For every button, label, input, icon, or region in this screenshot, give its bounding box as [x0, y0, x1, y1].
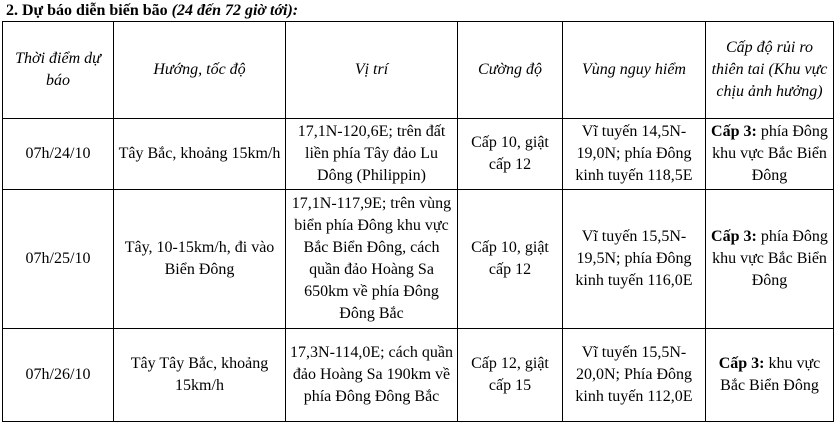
cell-direction: Tây Tây Bắc, khoảng 15km/h [114, 329, 286, 422]
risk-area-text: phía Đông khu vực Bắc Biển Đông [712, 228, 828, 289]
risk-area-text: phía Đông khu vực Bắc Biển Đông [712, 123, 828, 184]
cell-time: 07h/24/10 [3, 119, 114, 190]
header-time: Thời điểm dự báo [3, 22, 114, 119]
header-direction: Hướng, tốc độ [114, 22, 286, 119]
cell-time: 07h/25/10 [3, 190, 114, 329]
header-danger-zone: Vùng nguy hiểm [563, 22, 706, 119]
risk-level-label: Cấp 3: [711, 123, 757, 140]
risk-area-text: khu vực Bắc Biển Đông [720, 355, 821, 394]
table-row [3, 119, 834, 190]
section-heading [6, 0, 298, 22]
cell-intensity: Cấp 10, giật cấp 12 [458, 190, 563, 329]
cell-position: 17,1N-117,9E; trên vùng biển phía Đông khu vực Bắc Biển Đông, cách quần đảo Hoàng Sa 650km về phía Đông Đông Bắc [286, 190, 458, 329]
section-heading-note: (24 đến 72 giờ tới): [171, 2, 299, 19]
cell-direction: Tây, 10-15km/h, đi vào Biển Đông [114, 190, 286, 329]
cell-risk-level [706, 190, 834, 329]
cell-direction: Tây Bắc, khoảng 15km/h [114, 119, 286, 190]
header-risk-level: Cấp độ rủi ro thiên tai (Khu vực chịu ảnh hưởng) [706, 22, 834, 119]
cell-risk-level [706, 329, 834, 422]
cell-time: 07h/26/10 [3, 329, 114, 422]
header-intensity: Cường độ [458, 22, 563, 119]
cell-position: 17,3N-114,0E; cách quần đảo Hoàng Sa 190km về phía Đông Đông Bắc [286, 329, 458, 422]
risk-level-label: Cấp 3: [718, 355, 765, 372]
cell-danger-zone: Vĩ tuyến 14,5N-19,0N; phía Đông kinh tuyến 118,5E [563, 119, 706, 190]
cell-intensity: Cấp 10, giật cấp 12 [458, 119, 563, 190]
risk-level-label: Cấp 3: [711, 228, 757, 245]
cell-intensity: Cấp 12, giật cấp 15 [458, 329, 563, 422]
table-header-row [3, 22, 834, 119]
table-row [3, 190, 834, 329]
header-position: Vị trí [286, 22, 458, 119]
forecast-table [2, 21, 834, 422]
section-heading-text: 2. Dự báo diễn biến bão [6, 2, 172, 19]
cell-risk-level [706, 119, 834, 190]
cell-danger-zone: Vĩ tuyến 15,5N-20,0N; Phía Đông kinh tuyến 112,0E [563, 329, 706, 422]
cell-danger-zone: Vĩ tuyến 15,5N-19,5N; phía Đông kinh tuyến 116,0E [563, 190, 706, 329]
table-row [3, 329, 834, 422]
cell-position: 17,1N-120,6E; trên đất liền phía Tây đảo Lu Dông (Philippin) [286, 119, 458, 190]
